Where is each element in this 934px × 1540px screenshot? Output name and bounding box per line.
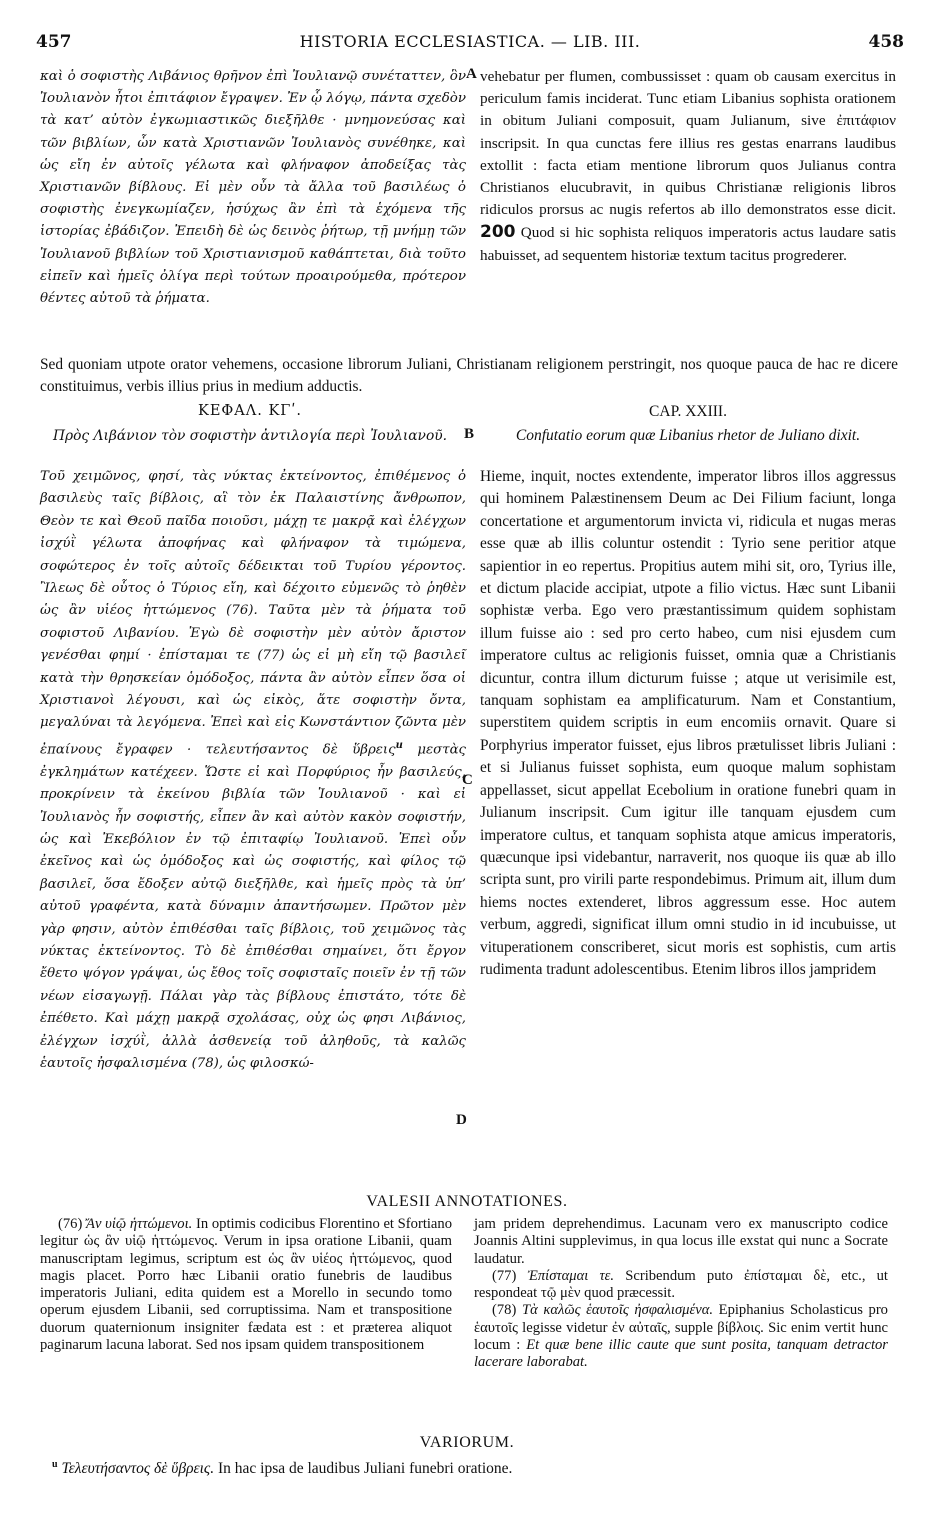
chapter-number-greek: ΚΕΦΑΛ. ΚΓʹ.: [197, 403, 302, 419]
note-78: [474, 1302, 888, 1371]
note-78-label: (78): [492, 1302, 517, 1319]
note-78-text: Epiphanius Scholasticus pro ἑαυτοῖς legisse videtur ἐν αὐταῖς, supple βίβλοις. Sic enim vertit hunc locum :: [474, 1302, 888, 1354]
greek-column-body: [40, 466, 466, 1075]
page-number-left: 457: [36, 32, 72, 52]
margin-letter-a: A: [466, 66, 477, 82]
note-76-continued: jam pridem deprehendimus. Lacunam vero ex manuscripto codice Joannis Altini supplevimus, in qua locus ille exstat qui nunc a Socrate laudatur.: [474, 1216, 888, 1267]
note-76: [40, 1216, 452, 1354]
annotations-left: [40, 1216, 452, 1354]
greek-body-text: [40, 466, 466, 1075]
latin-body-text: Hieme, inquit, noctes extendente, imperator libros illos aggressus qui hominem Palæstinensem Deum ac Dei Filium faciunt, longa concertatione et argumentorum invicta vi, ridicula et nugas meras esse quæ ab illis coluntur ostendit : Tyrio sene peritior atque sapientior in eo repertus. Propitius autem mihi sit, oro, Tyrius ille, et dictum placide accipiat, utpote a filio victus. Hæc sunt Libanii sophistæ verba. Ego vero præstantissimum quidem sophistam illum fuisse aio : sed pro certo habeo, cum nisi ejusdem cum imperatore cultus ac religionis fuisset, omnia quæ a Christianis dicuntur, contra illum dicturum fuisse ; atque ut verisimile est, tanquam sophistam ea amplificaturum. Nam et Constantium, superstitem quidem scriptis in eum encomiis ornavit. Quare si Porphyrius imperator fuisset, ejus libros prætulisset libris Juliani : et si Julianus fuisset sophista, eum quoque malum sophistam appellasset, sicut appellat Ecebolium in oratione funebri quam in Julianum inscripsit. Cum igitur ille tanquam ejusdem cum imperatore cultus, et tanquam sophista atque amicus imperatoris, quæcunque ipsi videbantur, narraverit, nos quoque iis quæ ab illo scripta sunt, pro virili parte respondebimus. Primum ait, illum dum hiems noctes extenderet, libros aggressum esse. Hoc autem verbum, aggredi, significat illum omni studio in id incubuisse, ut vituperationem conscriberet, sicut moris est sophistis, cum artis rudimenta tradunt adolescentibus. Etenim libros illos jampridem: [480, 468, 896, 978]
variorum-note-mark: u: [52, 1459, 58, 1470]
variorum-note-text: In hac ipsa de laudibus Juliani funebri oratione.: [217, 1460, 513, 1478]
latin-column-body: [480, 466, 896, 981]
greek-column-top: [40, 66, 466, 310]
annotations-heading: VALESII ANNOTATIONES.: [366, 1193, 568, 1210]
note-76-greek: Ἄν υἱῷ ἡττώμενοι.: [86, 1216, 193, 1232]
note-78-greek: Τὰ καλῶς ἑαυτοῖς ἠσφαλισμένα.: [521, 1302, 714, 1319]
latin-top-a: vehebatur per flumen, combussisset : quam ob causam exercitus in periculum famis inciderat. Tunc etiam Libanius sophista orationem in obitum Juliani composuit, quam Julianum, sive ἐπιτάφιον inscripsit. In qua cunctas fere illius res gestas enarrans laudibus extollit : facta etiam mentione librorum quos Julianus contra Christianos elucubravit, in quibus Christianæ religionis libros ridiculos prorsus ac nugis refertos ab illo demonstratos esse dicit.: [480, 68, 896, 219]
greek-body-part-2: μεστὰς ἐγκλημάτων κατέχεεν. Ὥστε εἰ καὶ Πορφύριος ἦν βασιλεύς, προκρίνειν τὰ ἐκείνου βιβλία τῶν Ἰουλιανοῦ · καὶ εἰ Ἰουλιανὸς ἦν σοφιστής, εἶπεν ἂν καὶ αὐτὸν κακὸν σοφιστήν, ὡς καὶ Ἐκεβόλιον ἐν τῷ ἐπιταφίῳ Ἰουλιανοῦ. Ἐπεὶ οὖν ἐκεῖνος καὶ ὡς ὁμόδοξος καὶ ὡς σοφιστής, καὶ φίλος τῷ βασιλεῖ, ὅσα ἔδοξεν αὐτῷ διεξῆλθε, καὶ ἡμεῖς πρὸς τὰ ὑπ’ αὐτοῦ γραφέντα, κατὰ δύναμιν ἀπαντήσωμεν. Πρῶτον μὲν γὰρ φησιν, αὐτὸν ἐπιθέσθαι ταῖς βίβλοις, τοῦ χειμῶνος τὰς νύκτας ἐκτείνοντος. Τὸ δὲ ἐπιθέσθαι σημαίνει, ὅτι ἔργον ἔθετο ψόγον γράψαι, ὡς ἔθος τοῖς σοφισταῖς ποιεῖν ἐν τῇ τῶν νέων εἰσαγωγῇ. Πάλαι γὰρ τὰς βίβλους ἐπιστάτο, τότε δὲ ἐπέθετο. Καὶ μάχῃ μακρᾷ σχολάσας, οὐχ ὡς φησι Λιβάνιος, ἐλέγχων ἰσχύῒ, ἀλλὰ ἀσθενείᾳ τοῦ ἀληθοῦς, τὰ καλῶς ἑαυτοῖς ἠσφαλισμένα (78), ὡς φιλοσκώ-: [40, 742, 466, 1071]
margin-letter-c: C: [462, 772, 473, 788]
latin-column-top: [480, 66, 896, 267]
greek-top-text: καὶ ὁ σοφιστὴς Λιβάνιος θρῆνον ἐπὶ Ἰουλιανῷ συνέταττεν, ὃν Ἰουλιανὸν ἦτοι ἐπιτάφιον ἔγραψεν. Ἐν ᾧ λόγῳ, πάντα σχεδὸν τὰ κατ’ αὐτὸν ἐγκωμιαστικῶς διεξῆλθε · μνημονεύσας καὶ τῶν βιβλίων, ὧν κατὰ Χριστιανῶν Ἰουλιανὸς συνέθηκε, καὶ ὡς εἴη ἐν αὐτοῖς γέλωτα καὶ φλήναφον ἀποδείξας τὰς Χριστιανῶν βίβλους. Εἰ μὲν οὖν τὰ ἄλλα τοῦ βασιλέως ὁ σοφιστὴς ἐνεγκωμίαζεν, ἡσύχως ἂν ἐπὶ τὰ ἑχόμενα τῆς ἱστορίας ἐβάδιζον. Ἐπειδὴ δὲ ὡς δεινὸς ῥήτωρ, τῇ μνήμῃ τῶν Ἰουλιανοῦ βιβλίων τοῦ Χριστιανισμοῦ καθάπτεται, διὰ τοῦτο εἰπεῖν καὶ ἡμεῖς ὀλίγα περὶ τούτων προαιρούμεθα, πρότερον θέντες αὐτοῦ τὰ ῥήματα.: [40, 69, 466, 307]
chapter-number-latin: CAP. XXIII.: [649, 403, 727, 420]
running-head: [36, 32, 904, 56]
bridge-text: Sed quoniam utpote orator vehemens, occasione librorum Juliani, Christianam religionem perstringit, nos quoque pauca de hac re dicere constituimus, verbis illius prius in medium adductis.: [40, 356, 898, 395]
annotations-right: [474, 1216, 888, 1372]
note-77-text: Scribendum puto ἐπίσταμαι δὲ, etc., ut respondeat τῷ μὲν quod præcessit.: [474, 1267, 888, 1302]
variorum-note-greek: Τελευτήσαντος δὲ ὕβρεις.: [61, 1460, 215, 1478]
column-number-200: 200: [480, 222, 516, 243]
running-title: HISTORIA ECCLESIASTICA. — LIB. III.: [299, 32, 641, 51]
variorum-mark: u: [395, 739, 403, 751]
chapter-title-greek: Πρὸς Λιβάνιον τὸν σοφιστὴν ἀντιλογία περὶ Ἰουλιανοῦ.: [52, 428, 448, 444]
margin-letter-d: D: [456, 1112, 467, 1128]
greek-body-part-1: Τοῦ χειμῶνος, φησί, τὰς νύκτας ἐκτείνοντος, ἐπιθέμενος ὁ βασιλεὺς ταῖς βίβλοις, αἳ τὸν ἐκ Παλαιστίνης ἄνθρωπον, Θεὸν τε καὶ Θεοῦ παῖδα ποιοῦσι, μάχῃ τε μακρᾷ καὶ ἐλέγχων ἰσχύῒ γέλωτα ἀποφήνας καὶ φλήναφον τὰ τιμώμενα, σοφώτερος ἐν τοῖς αὐτοῖς δέδεικται τοῦ Τυρίου γέροντος. Ἲλεως δὲ οὗτος ὁ Τύριος εἴη, καὶ δέχοιτο εὐμενῶς τὸ ῥηθὲν ὡς ἂν υἱέος ἡττώμενος (76). Ταῦτα μὲν τὰ ῥήματα τοῦ σοφιστοῦ Λιβανίου. Ἐγὼ δὲ σοφιστὴν μὲν αὐτὸν ἄριστον γενέσθαι φημί · ἐπίσταμαι τε (77) ὡς εἰ μὴ εἴη τῷ βασιλεῖ κατὰ τὴν θρησκείαν ὁμόδοξος, πάντα ἂν αὐτὸν εἶπεν ὅσα οἱ Χριστιανοὶ λέγουσι, καὶ ὡς εἰκὸς, ἅτε σοφιστὴν ὄντα, μεγαλύναι τὰ λεγόμενα. Ἐπεὶ καὶ εἰς Κωνστάντιον ζῶντα μὲν ἐπαίνους ἔγραφεν · τελευτήσαντος δὲ ὕβρεις: [40, 469, 466, 758]
variorum-heading: VARIORUM.: [419, 1434, 515, 1451]
latin-top-b: Quod si hic sophista reliquos imperatoris actus laudare satis habuisset, ad sequentem historiæ textum tacitus progrederer.: [480, 224, 896, 264]
note-78-italic: Et quæ bene illic caute que sunt posita, tanquam detractor lacerare laborabat.: [474, 1337, 888, 1371]
note-77: [474, 1268, 888, 1303]
variorum-note: [52, 1459, 898, 1478]
latin-top-text: [480, 66, 896, 267]
note-77-greek: Ἐπίσταμαι τε.: [527, 1267, 615, 1284]
note-76-label: (76): [58, 1216, 83, 1232]
chapter-title-latin: Confutatio eorum quæ Libanius rhetor de Juliano dixit.: [515, 427, 861, 444]
page-number-right: 458: [868, 32, 904, 52]
margin-letter-b: B: [464, 426, 475, 442]
note-77-label: (77): [492, 1267, 517, 1284]
note-76-text: In optimis codicibus Florentino et Sfortiano legitur ὡς ἂν υἱῷ ἡττώμενος. Verum in ipsa oratione Libanii, quam manuscriptam legimus, scriptum est ὡς ἂν υἱέος ἡττώμενος, quod magis placet. Porro hæc Libanii oratio funebris de laudibus imperatoris Juliani, edita quidem est a Morello in secundo tomo operum ejusdem Libanii, sed corruptissima. Nam et transpositione duorum quaternionum insigniter fædata est : et præterea aliquot paginarum lacuna laborat. Sed nos ipsam quidem transpositionem: [40, 1216, 452, 1354]
